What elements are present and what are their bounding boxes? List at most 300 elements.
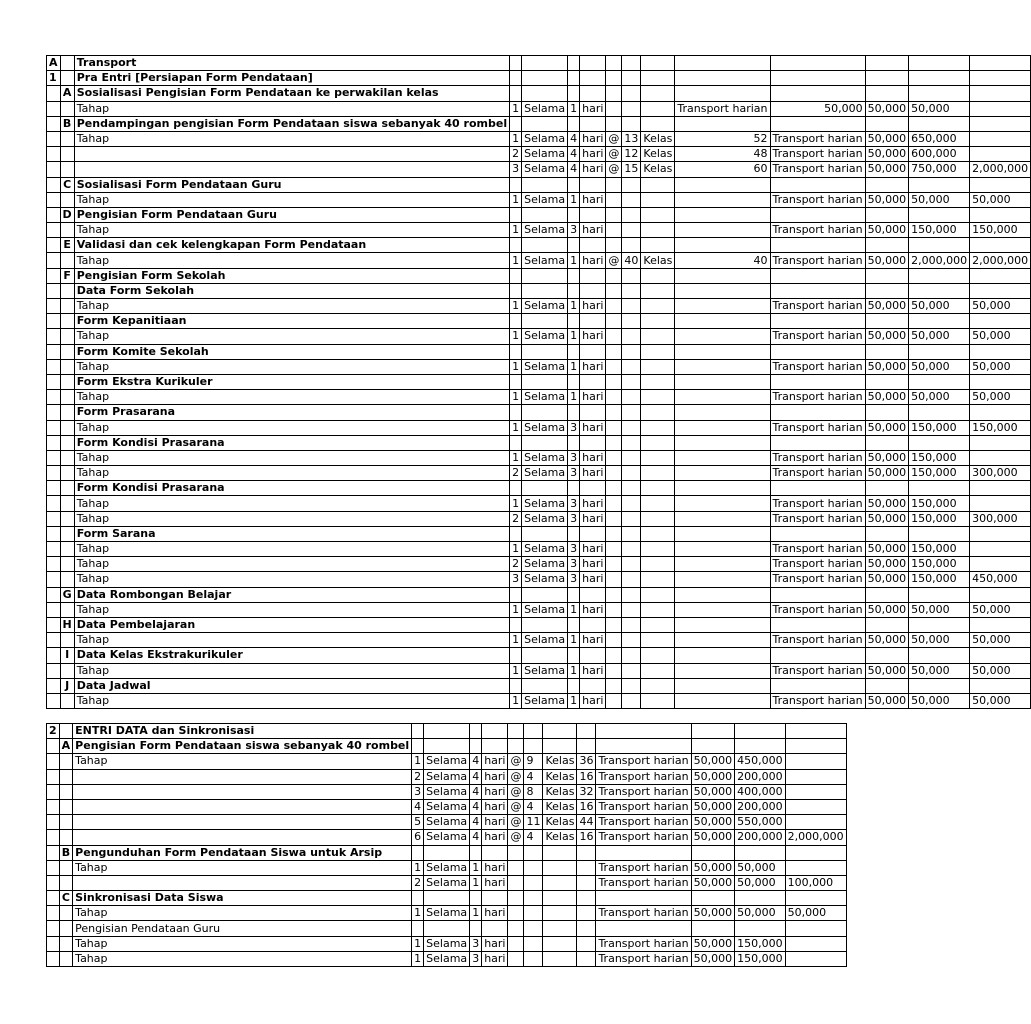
table-cell: 1 [47,71,61,86]
table-row [47,587,1031,602]
table-cell [770,435,865,450]
table-row [47,557,1031,572]
table-cell: hari [580,131,606,146]
table-cell [675,192,770,207]
table-cell [865,405,909,420]
table-cell [47,951,60,966]
table-cell [577,921,596,936]
table-cell [47,769,60,784]
table-row [47,131,1031,146]
table-cell: Kelas [543,784,577,799]
table-cell: @ [508,815,524,830]
table-cell [770,177,865,192]
table-cell [770,374,865,389]
table-row [47,177,1031,192]
table-cell [470,739,482,754]
table-cell [568,283,580,298]
table-cell: Tahap [74,359,509,374]
table-cell [641,192,675,207]
table-cell [909,314,970,329]
table-cell: 3 [568,542,580,557]
table-cell [770,283,865,298]
table-cell: 50,000 [970,602,1031,617]
table-row [47,678,1031,693]
table-cell: Transport harian [770,162,865,177]
table-row [47,223,1031,238]
table-cell: 50,000 [691,799,735,814]
table-cell [785,754,846,769]
table-cell: 8 [524,784,543,799]
table-cell: 50,000 [865,162,909,177]
table-cell [606,86,622,101]
table-cell: hari [482,754,508,769]
table-cell: 50,000 [865,633,909,648]
table-cell: 50,000 [691,860,735,875]
table-cell [970,617,1031,632]
table-cell [641,526,675,541]
table-cell [770,207,865,222]
table-cell [596,891,691,906]
table-cell [47,511,61,526]
table-cell [641,390,675,405]
table-cell: 50,000 [970,663,1031,678]
table-cell [622,329,641,344]
table-cell [675,542,770,557]
table-cell [641,405,675,420]
table-cell [60,420,74,435]
table-row [47,648,1031,663]
table-cell: Transport harian [770,299,865,314]
table-cell: 1 [568,329,580,344]
table-cell: 1 [510,192,522,207]
table-cell [47,131,61,146]
table-cell: 550,000 [735,815,786,830]
table-cell [60,663,74,678]
table-cell [412,739,424,754]
table-cell [522,86,568,101]
table-cell [60,496,74,511]
table-cell [785,951,846,966]
table-cell: Sinkronisasi Data Siswa [73,891,412,906]
table-cell: 3 [568,223,580,238]
table-cell: Tahap [74,450,509,465]
table-cell [47,192,61,207]
table-cell [909,56,970,71]
table-cell [47,557,61,572]
table-cell [675,648,770,663]
table-cell: 50,000 [865,223,909,238]
table-cell [675,496,770,511]
table-cell: Tahap [73,906,412,921]
table-cell [770,405,865,420]
table-cell: Transport harian [596,754,691,769]
table-cell: J [60,678,74,693]
table-cell: 50,000 [970,299,1031,314]
table-cell [865,526,909,541]
table-cell [580,283,606,298]
table-cell [970,268,1031,283]
table-cell [622,435,641,450]
table-cell [641,101,675,116]
table-cell [510,435,522,450]
table-cell: 150,000 [909,466,970,481]
table-cell [622,542,641,557]
table-cell: Pengisian Form Pendataan siswa sebanyak 40 rombel [73,739,412,754]
table-cell: 150,000 [909,223,970,238]
table-cell: hari [482,951,508,966]
table-cell: 50,000 [691,769,735,784]
table-cell [59,860,73,875]
table-cell [543,921,577,936]
table-cell [622,420,641,435]
table-cell: Transport [74,56,509,71]
table-cell [577,724,596,739]
table-cell: Selama [424,830,470,845]
table-cell: hari [580,162,606,177]
table-cell: 1 [510,131,522,146]
table-cell: 1 [470,860,482,875]
table-row [47,739,847,754]
table-cell: 50,000 [909,192,970,207]
table-cell: hari [482,906,508,921]
table-cell [606,511,622,526]
table-cell [622,663,641,678]
table-cell: Selama [424,815,470,830]
table-cell [785,815,846,830]
table-cell [770,648,865,663]
table-cell [568,405,580,420]
table-cell [785,799,846,814]
table-cell: 4 [568,131,580,146]
table-row [47,283,1031,298]
table-cell: hari [580,572,606,587]
table-cell: 1 [510,390,522,405]
table-row [47,344,1031,359]
table-cell: Selama [522,663,568,678]
table-cell [47,450,61,465]
table-cell [970,177,1031,192]
table-cell [909,86,970,101]
table-cell [606,238,622,253]
table-cell [675,420,770,435]
table-cell [508,906,524,921]
table-cell [508,860,524,875]
table-cell [510,116,522,131]
table-cell [568,268,580,283]
table-cell [47,754,60,769]
table-cell [970,86,1031,101]
table-cell [510,56,522,71]
table-cell: 1 [568,602,580,617]
table-cell: Transport harian [770,253,865,268]
table-cell [47,906,60,921]
table-cell: 450,000 [735,754,786,769]
table-cell: 4 [470,769,482,784]
table-cell: Selama [522,131,568,146]
table-cell: 16 [577,799,596,814]
table-cell [60,299,74,314]
table-cell: 1 [510,299,522,314]
table-cell: 150,000 [735,936,786,951]
table-cell [60,314,74,329]
table-cell: 450,000 [970,572,1031,587]
table-cell [522,283,568,298]
table-cell [641,450,675,465]
table-cell [568,238,580,253]
table-row [47,542,1031,557]
table-cell: Selama [424,799,470,814]
table-cell [508,951,524,966]
table-cell [522,314,568,329]
table-cell: 1 [510,633,522,648]
table-cell: 50,000 [865,602,909,617]
table-cell: 50,000 [970,693,1031,708]
table-cell [606,587,622,602]
table-cell [785,784,846,799]
table-cell: Tahap [74,511,509,526]
table-cell [412,724,424,739]
table-cell: @ [508,754,524,769]
table-cell [510,678,522,693]
table-cell [641,329,675,344]
table-cell [424,845,470,860]
table-cell [606,663,622,678]
table-cell [970,374,1031,389]
table-cell [865,617,909,632]
table-cell: Transport harian [770,329,865,344]
table-cell [622,177,641,192]
table-cell: Kelas [543,815,577,830]
table-row [47,891,847,906]
table-cell [606,542,622,557]
table-cell [47,207,61,222]
table-cell [970,116,1031,131]
table-cell [865,238,909,253]
table-cell: 9 [524,754,543,769]
table-cell: 3 [568,420,580,435]
table-cell [970,435,1031,450]
table-cell: Selama [522,101,568,116]
table-cell: 150,000 [909,420,970,435]
table-cell [641,693,675,708]
table-cell [60,405,74,420]
table-cell [508,724,524,739]
table-cell [606,71,622,86]
table-row [47,511,1031,526]
table-cell [606,526,622,541]
table-cell [641,238,675,253]
table-cell: 4 [470,830,482,845]
table-cell [622,633,641,648]
table-cell: D [60,207,74,222]
table-row [47,724,847,739]
table-row [47,466,1031,481]
table-cell: 3 [510,572,522,587]
table-cell: @ [508,769,524,784]
table-cell [60,511,74,526]
table-cell [508,936,524,951]
table-cell: 1 [510,542,522,557]
table-cell [622,207,641,222]
table-cell [47,648,61,663]
table-cell: 50,000 [970,192,1031,207]
table-cell [580,86,606,101]
table-cell [47,116,61,131]
table-row [47,101,1031,116]
table-cell [59,951,73,966]
table-cell: 2 [412,769,424,784]
table-cell [865,86,909,101]
table-cell: Transport harian [596,936,691,951]
table-cell: 1 [510,496,522,511]
table-row [47,875,847,890]
table-cell: Selama [522,511,568,526]
table-cell: 300,000 [970,511,1031,526]
table-cell [596,921,691,936]
table-cell: Data Pembelajaran [74,617,509,632]
table-cell: Tahap [74,693,509,708]
table-cell: 4 [470,754,482,769]
table-cell: Selama [522,223,568,238]
table-cell [580,268,606,283]
table-cell [577,936,596,951]
table-cell: 2,000,000 [970,162,1031,177]
table-cell [580,405,606,420]
table-cell: 1 [510,450,522,465]
table-cell: 50,000 [691,830,735,845]
table-cell: Tahap [74,253,509,268]
table-cell [522,116,568,131]
table-cell [59,724,73,739]
table-cell: Tahap [74,390,509,405]
table-cell [785,936,846,951]
table-cell: 2 [510,466,522,481]
table-cell: Selama [522,450,568,465]
table-cell: Selama [522,390,568,405]
table-cell [606,420,622,435]
table-cell [606,359,622,374]
table-cell [580,648,606,663]
table-cell [424,739,470,754]
table-cell [47,860,60,875]
table-cell: 50,000 [691,815,735,830]
table-cell [606,693,622,708]
table-cell [47,891,60,906]
table-row [47,420,1031,435]
table-cell: 5 [412,815,424,830]
table-cell [510,481,522,496]
table-cell [641,268,675,283]
table-cell [675,617,770,632]
table-cell: hari [482,830,508,845]
table-row [47,192,1031,207]
table-cell [622,648,641,663]
table-cell [47,466,61,481]
table-cell [568,177,580,192]
table-cell [970,71,1031,86]
table-cell [675,238,770,253]
table-cell [524,951,543,966]
table-cell [641,557,675,572]
table-cell [622,344,641,359]
table-cell: 40 [622,253,641,268]
table-cell [47,542,61,557]
table-cell [524,891,543,906]
table-cell: Pengisian Form Pendataan Guru [74,207,509,222]
table-cell [606,481,622,496]
table-cell [73,815,412,830]
table-cell: 1 [510,663,522,678]
table-cell [606,435,622,450]
table-cell: 1 [470,875,482,890]
table-cell [785,921,846,936]
table-cell [675,268,770,283]
table-cell [675,223,770,238]
table-cell: 50,000 [865,693,909,708]
table-cell [622,511,641,526]
table-cell: 50,000 [865,253,909,268]
table-cell [675,207,770,222]
table-row [47,314,1031,329]
table-cell: 150,000 [909,557,970,572]
table-cell: Tahap [74,557,509,572]
table-cell [510,405,522,420]
table-cell: Selama [522,299,568,314]
table-cell [606,390,622,405]
table-cell [47,845,60,860]
table-row [47,329,1031,344]
table-cell: 4 [524,830,543,845]
table-cell: 50,000 [970,390,1031,405]
table-cell [577,739,596,754]
table-cell: 100,000 [785,875,846,890]
table-cell [568,56,580,71]
table-cell [641,496,675,511]
table-cell [522,648,568,663]
table-cell: Tahap [74,602,509,617]
table-cell: 50,000 [865,192,909,207]
table-cell [74,147,509,162]
table-cell [622,223,641,238]
table-cell: Tahap [74,223,509,238]
table-cell [568,435,580,450]
table-cell [785,724,846,739]
table-cell: 4 [568,147,580,162]
table-cell [510,238,522,253]
table-cell [580,71,606,86]
table-cell [47,101,61,116]
table-cell [47,587,61,602]
table-row [47,799,847,814]
table-cell [641,572,675,587]
table-cell: 150,000 [909,450,970,465]
table-cell: 50,000 [909,299,970,314]
table-cell: Transport harian [770,192,865,207]
table-cell [482,845,508,860]
table-cell [675,344,770,359]
table-cell: 50,000 [865,299,909,314]
table-cell: hari [580,663,606,678]
table-cell: 150,000 [909,542,970,557]
table-cell: 50,000 [865,329,909,344]
table-cell [59,754,73,769]
table-cell [865,374,909,389]
table-cell [510,177,522,192]
table-cell: Selama [522,602,568,617]
table-row [47,147,1031,162]
table-cell [568,207,580,222]
table-cell [622,101,641,116]
